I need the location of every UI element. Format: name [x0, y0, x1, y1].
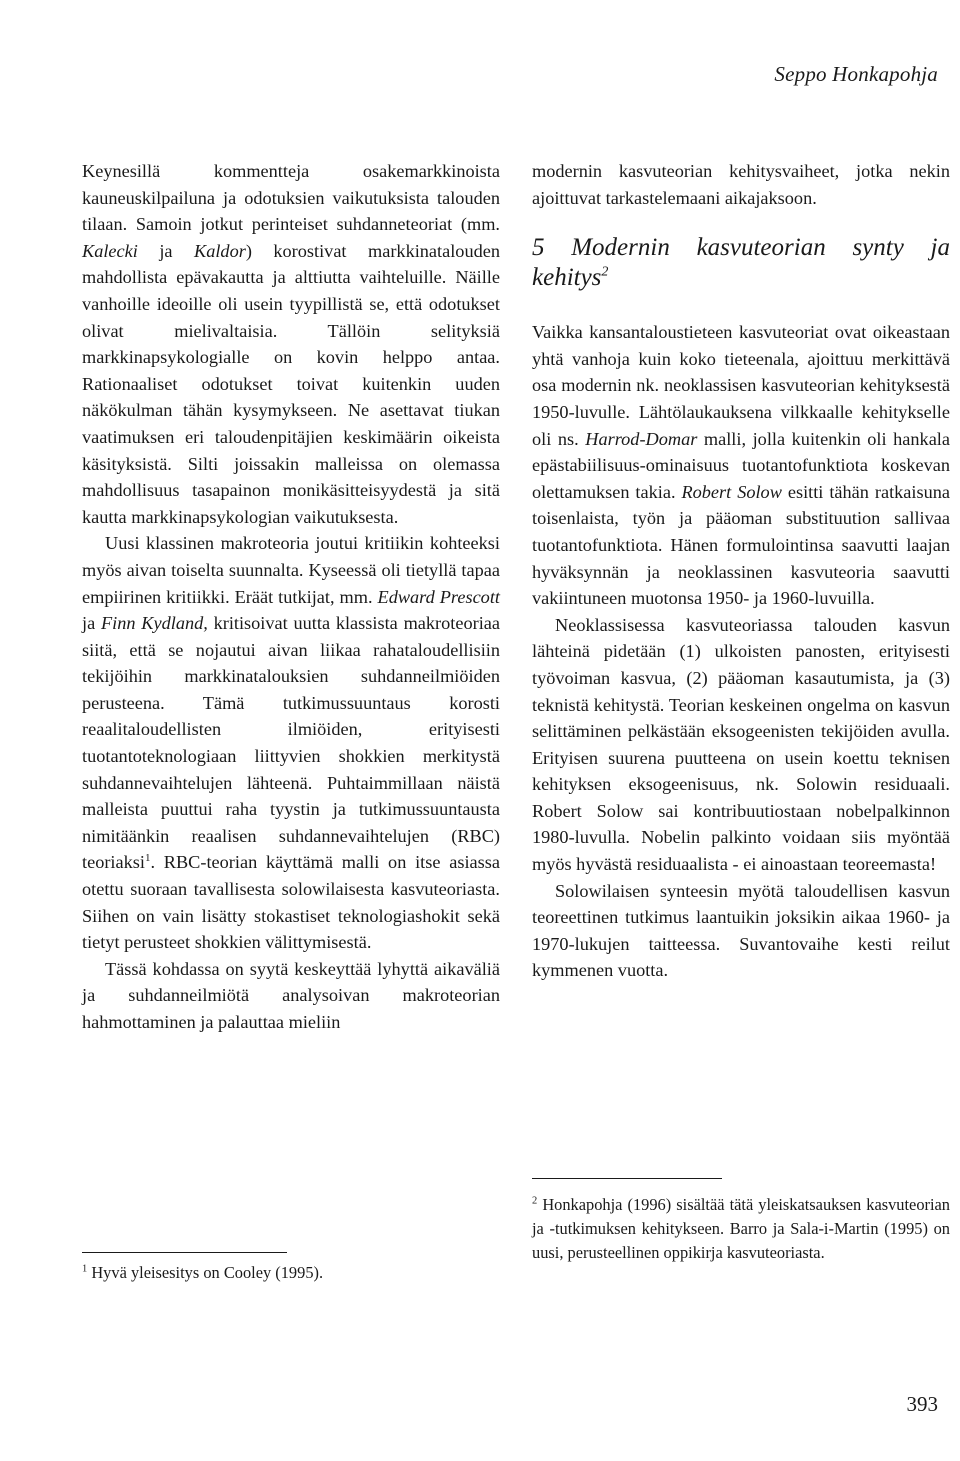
- left-paragraph-2: [82, 530, 500, 956]
- text-run: ja: [137, 240, 195, 261]
- footnote-text: Hyvä yleisesitys on Cooley (1995).: [87, 1263, 324, 1282]
- author-name-kalecki: Kalecki: [82, 240, 138, 261]
- author-name-prescott: Edward Prescott: [377, 586, 500, 607]
- text-run: ) korostivat markkinatalouden mahdollista epävakautta ja alttiutta vaihteluille. Näille vanhoille ideoille oli usein tyypillistä se, että odotukset olivat mielivaltaisia. Tällöin selityksiä markkinapsykologialle on kovin helppo antaa. Rationaaliset odotukset toivat kuitenkin uuden näkökulman tähän kysymykseen. Ne asettavat tiukan vaatimuksen eri taloudenpitäjien keskimäärin oikeista käsityksistä. Silti joissakin malleissa on olemassa mahdollisuus tasapainon monikäsitteisyydestä ja sitä kautta markkinapsykologian vaikutuksesta.: [82, 240, 500, 527]
- footnotes-right: [532, 1178, 950, 1265]
- model-name-harrod-domar: Harrod-Domar: [585, 428, 698, 449]
- text-run: Uusi klassinen makroteoria joutui kritiikin kohteeksi myös aivan toiselta suunnalta. Kyseessä oli tietyllä tapaa empiirinen kritiikki. Eräät tutkijat, mm.: [82, 533, 500, 607]
- footnote-rule: [532, 1178, 722, 1179]
- author-name-kaldor: Kaldor: [194, 240, 246, 261]
- footnotes-left: [82, 1252, 500, 1285]
- author-name-kydland: Finn Kydland,: [100, 613, 208, 634]
- footnote-text: Honkapohja (1996) sisältää tätä yleiskatsauksen kasvuteorian ja -tutkimuksen kehitykseen. Barro ja Sala-i-Martin (1995) on uusi, perusteellinen oppikirja kasvuteoriasta.: [532, 1195, 950, 1262]
- footnote-2: [532, 1193, 950, 1265]
- footnote-marker: 2: [532, 1195, 538, 1207]
- page-number: 393: [906, 1392, 938, 1416]
- footnote-ref-2: 2: [601, 264, 609, 280]
- left-paragraph-3: Tässä kohdassa on syytä keskeyttää lyhyttä aikaväliä ja suhdanneilmiötä analysoivan makroteorian hahmottaminen ja palauttaa mieliin: [82, 958, 500, 1032]
- section-heading: [532, 233, 950, 293]
- left-column: [82, 158, 500, 1036]
- footnote-ref-1: 1: [144, 852, 151, 865]
- right-paragraph-0: modernin kasvuteorian kehitysvaiheet, jotka nekin ajoittuvat tarkastelemaani aikajaksoon.: [532, 161, 950, 208]
- text-run: ja: [82, 613, 101, 634]
- text-run: esitti tähän ratkaisuna toisenlaista, työn ja pääoman substituution sallivaa tuotantofunktiota. Hänen formulointinsa saavutti laajan hyväksynnän ja neoklassinen kasvuteoria saavutti vakiintuneen muotonsa 1950- ja 1960-luvuilla.: [532, 481, 950, 609]
- text-run: kritisoivat uutta klassista makroteoriaa siitä, että se nojautui aivan liikaa rahataloudellisiin tekijöihin markkinatalouksien suhdanneilmiöiden perusteena. Tämä tutkimussuuntaus korosti reaalitaloudellisten ilmiöiden, erityisesti tuotantoteknologiaan liittyvien shokkien merkitystä suhdannevaihtelujen lähteenä. Puhtaimmillaan näistä malleista puuttui raha tyystin ja tutkimussuuntausta nimitäänkin reaalisen suhdannevaihtelujen (RBC) teoriaksi: [82, 613, 500, 873]
- right-paragraph-2: Neoklassisessa kasvuteoriassa talouden kasvun lähteinä pidetään (1) ulkoisten panosten, erityisesti työvoiman kasvua, (2) pääoman kasautumista, ja (3) teknistä kehitystä. Teorian keskeinen ongelma on kasvun selittäminen pelkästään eksogeenisten tekijöiden avulla. Erityisen suurena puutteena on usein koettu teknisen kehityksen eksogeenisuus, nk. Solowin residuaali. Robert Solow sai kontribuutiostaan nobelpalkinnon 1980-luvulla. Nobelin palkinto voidaan siis myöntää myös hyvästä residuaalista - ei ainoastaan teoreemasta!: [532, 614, 950, 875]
- section-heading-text: 5 Modernin kasvuteorian synty ja kehitys: [532, 234, 950, 292]
- author-name-solow: Robert Solow: [681, 481, 782, 502]
- footnote-marker: 1: [82, 1263, 88, 1275]
- left-paragraph-1: [82, 158, 500, 530]
- right-paragraph-3: Solowilaisen synteesin myötä taloudellisen kasvun teoreettinen tutkimus laantuikin joksikin aikaa 1960- ja 1970-lukujen taitteessa. Suvantovaihe kesti reilut kymmenen vuotta.: [532, 880, 950, 981]
- right-column: [532, 158, 950, 984]
- text-run: . RBC-teorian käyttämä malli on itse asiassa otettu suoraan tavallisesta solowilaisesta kasvuteoriasta. Siihen on vain lisätty stokastiset teknologiashokit sekä tietyt perusteet shokkien välittymisestä.: [82, 852, 500, 953]
- text-run: malli, jolla kuitenkin oli hankala epästabiilisuus-ominaisuus tuotantofunktiota koskevan olettamuksen takia.: [532, 428, 950, 502]
- footnote-rule: [82, 1252, 287, 1253]
- running-head-author: Seppo Honkapohja: [774, 62, 938, 86]
- footnote-1: [82, 1261, 500, 1285]
- text-run: Vaikka kansantaloustieteen kasvuteoriat ovat oikeastaan yhtä vanhoja kuin koko tieteenala, ajoittuu merkittävä osa modernin nk. neoklassisen kasvuteorian kehityksestä 1950-luvulle. Lähtölaukauksena vilkkaalle kehitykselle oli ns.: [532, 322, 950, 449]
- text-run: Keynesillä kommentteja osakemarkkinoista kauneuskilpailuna ja odotuksien vaikutuksista talouden tilaan. Samoin jotkut perinteiset suhdanneteoriat (mm.: [82, 161, 500, 235]
- right-paragraph-1: [532, 319, 950, 612]
